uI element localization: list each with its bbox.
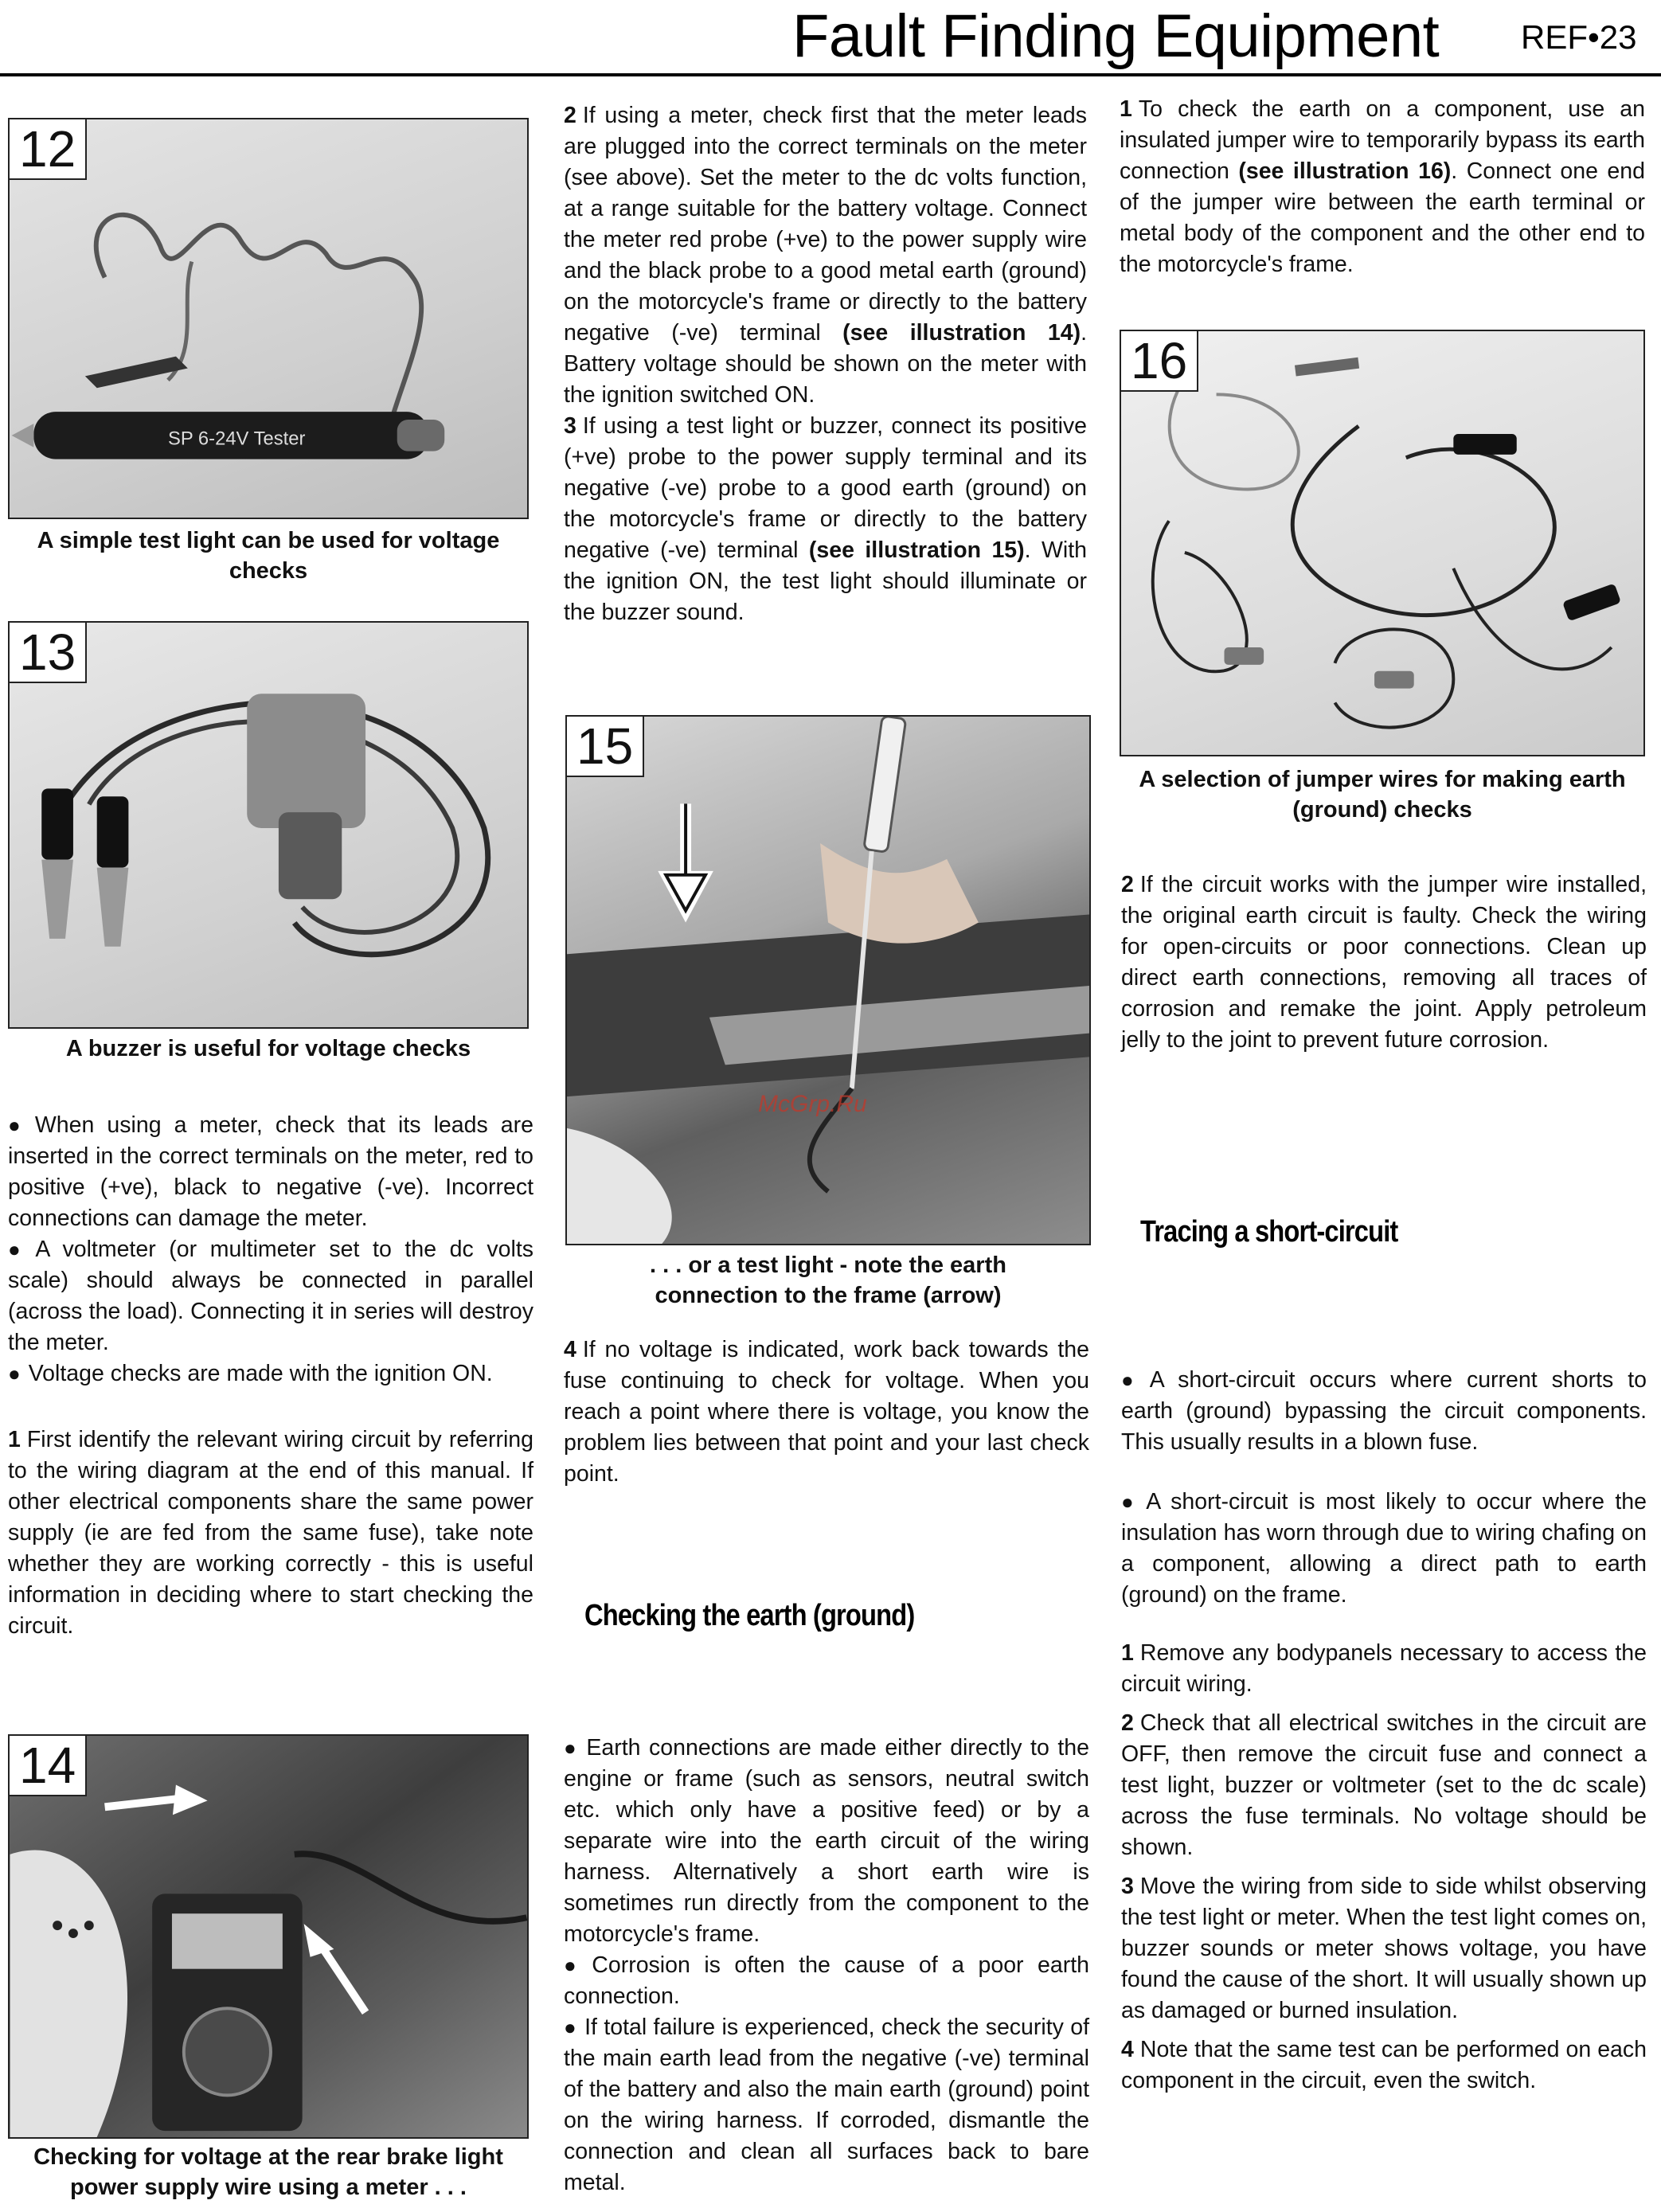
figure-16-photo <box>1120 330 1645 756</box>
illustration-reference: (see illustration 14) <box>842 320 1081 346</box>
step-number: 2 <box>1121 1710 1134 1736</box>
step-text: Move the wiring from side to side whilst observing the test light or meter. When the test light comes on, buzzer sounds or meter shows voltage, you have found the cause of the short. It will usually shown up as damaged or burned insulation. <box>1121 1874 1647 2023</box>
bullet-meter-leads: ● When using a meter, check that its leads are inserted in the correct terminals on the meter, red to positive (+ve), black to negative (-ve). Incorrect connections can damage the meter. <box>8 1110 533 1234</box>
bullet-short-likely: ● A short-circuit is most likely to occur where the insulation has worn through due to wiring chafing on a component, allowing a direct path to earth (ground) on the frame. <box>1121 1487 1647 1611</box>
step-number: 1 <box>1121 1640 1134 1666</box>
step-test-light <box>564 411 1087 628</box>
step-number: 2 <box>564 103 576 128</box>
test-light-frame-illustration <box>567 717 1089 1244</box>
figure-16-number: 16 <box>1121 331 1198 392</box>
step-text: To check the earth on a component, use an insulated jumper wire to temporarily bypass its earth connection <box>1120 96 1645 184</box>
step-text: If the circuit works with the jumper wire installed, the original earth circuit is faulty. Check the wiring for open-circuits or poor connections. Clean up direct earth connections, removing all traces of corrosion and remake the joint. Apply petroleum jelly to the joint to prevent future corrosion. <box>1121 872 1647 1053</box>
column-3-text-bottom <box>1121 1365 1647 2097</box>
step-text: . Battery voltage should be shown on the meter with the ignition switched ON. <box>564 320 1087 408</box>
bullet-earth-connections: ● Earth connections are made either directly to the engine or frame (such as sensors, neutral switch etc. which only have a positive feed) or by a separate wire into the earth circuit of the wiring harness. Alternatively a short earth wire is sometimes run directly from the component to the motorcycle's frame. <box>564 1733 1089 1950</box>
step-number: 1 <box>8 1427 21 1452</box>
bullet-voltmeter-parallel: ● A voltmeter (or multimeter set to the dc volts scale) should always be connected in parallel (across the load). Connecting it in series will destroy the meter. <box>8 1234 533 1358</box>
step-text: If using a meter, check first that the meter leads are plugged into the correct terminals on the meter (see above). Set the meter to the dc volts function, at a range suitable for the battery voltage. Connect the meter red probe (+ve) to the power supply wire and the black probe to a good metal earth (ground) on the motorcycle's frame or directly to the battery negative (-ve) terminal <box>564 103 1087 346</box>
bullet-corrosion: ● Corrosion is often the cause of a poor earth connection. <box>564 1950 1089 2012</box>
figure-15-caption: . . . or a test light - note the earth connection to the frame (arrow) <box>650 1253 1006 1308</box>
column-3-text-top <box>1120 94 1645 280</box>
figure-13-number: 13 <box>10 623 87 683</box>
tester-label: SP 6-24V Tester <box>168 428 306 450</box>
illustration-reference: (see illustration 15) <box>808 537 1025 563</box>
column-1-text <box>8 1110 533 1642</box>
figure-15-photo <box>565 715 1091 1245</box>
section-heading-earth: Checking the earth (ground) <box>584 1599 915 1632</box>
bullet-total-failure: ● If total failure is experienced, check the security of the main earth lead from the negative (-ve) terminal of the battery and also the main earth (ground) point on the wiring harness. If corroded, dismantle the connection and clean all surfaces back to bare metal. <box>564 2012 1089 2198</box>
figure-12-photo <box>8 118 529 519</box>
section-heading-short-circuit: Tracing a short-circuit <box>1140 1215 1398 1249</box>
column-2-text-middle <box>564 1335 1089 1490</box>
step-earth-check <box>1120 94 1645 280</box>
step-number: 3 <box>1121 1874 1134 1899</box>
bullet-short-definition: ● A short-circuit occurs where current shorts to earth (ground) bypassing the circuit components. This usually results in a blown fuse. <box>1121 1365 1647 1458</box>
step-number: 1 <box>1120 96 1132 122</box>
step-move-wiring <box>1121 1871 1647 2026</box>
header-rule <box>0 73 1661 76</box>
step-work-back <box>564 1335 1089 1490</box>
step-text: First identify the relevant wiring circuit by referring to the wiring diagram at the end of this manual. If other electrical components share the same power supply (ie are fed from the same fuse), take note whether they are working correctly - this is useful information in deciding where to start checking the circuit. <box>8 1427 533 1639</box>
step-remove-panels <box>1121 1638 1647 1700</box>
step-text: If using a test light or buzzer, connect its positive (+ve) probe to the power supply terminal and its negative (-ve) probe to a good earth (ground) on the motorcycle's frame or directly to the battery negative (-ve) terminal <box>564 413 1087 563</box>
step-text: . Connect one end of the jumper wire between the earth terminal or metal body of the component and the other end to the motorcycle's frame. <box>1120 158 1645 277</box>
figure-14-caption: Checking for voltage at the rear brake light power supply wire using a meter . . . <box>33 2144 503 2200</box>
step-text: . With the ignition ON, the test light should illuminate or the buzzer sound. <box>564 537 1087 625</box>
step-check-switches <box>1121 1708 1647 1863</box>
step-meter-check <box>564 100 1087 411</box>
column-2-text-bottom <box>564 1733 1089 2198</box>
figure-12-number: 12 <box>10 119 87 180</box>
step-text: If no voltage is indicated, work back towards the fuse continuing to check for voltage. When you reach a point where there is voltage, you know the problem lies between that point and your last check point. <box>564 1337 1089 1487</box>
step-number: 2 <box>1121 872 1134 897</box>
figure-14-photo <box>8 1734 529 2139</box>
step-number: 3 <box>564 413 576 439</box>
figure-13-photo <box>8 621 529 1029</box>
column-3-text-middle <box>1121 870 1647 1056</box>
step-number: 4 <box>1121 2037 1134 2062</box>
step-same-test <box>1121 2034 1647 2097</box>
step-number: 4 <box>564 1337 576 1362</box>
page-reference: REF•23 <box>1521 18 1637 56</box>
test-light-illustration <box>10 119 527 518</box>
illustration-reference: (see illustration 16) <box>1238 158 1452 184</box>
figure-15-number: 15 <box>567 717 644 777</box>
bullet-ignition-on: ● Voltage checks are made with the ignition ON. <box>8 1358 533 1389</box>
buzzer-illustration <box>10 623 527 1027</box>
step-text: Remove any bodypanels necessary to access the circuit wiring. <box>1121 1640 1647 1697</box>
jumper-wires-illustration <box>1121 331 1643 755</box>
step-jumper-works <box>1121 870 1647 1056</box>
figure-14-number: 14 <box>10 1736 87 1796</box>
meter-illustration <box>10 1736 527 2137</box>
figure-16-caption: A selection of jumper wires for making earth (ground) checks <box>1139 767 1626 823</box>
watermark-text: McGrp.Ru <box>758 1091 867 1117</box>
page-title: Fault Finding Equipment <box>792 2 1440 70</box>
step-text: Check that all electrical switches in the circuit are OFF, then remove the circuit fuse and connect a test light, buzzer or voltmeter (set to the dc scale) across the fuse terminals. No voltage should be shown. <box>1121 1710 1647 1860</box>
step-identify-circuit <box>8 1425 533 1642</box>
figure-12-caption: A simple test light can be used for voltage checks <box>37 528 500 584</box>
step-text: Note that the same test can be performed on each component in the circuit, even the switch. <box>1121 2037 1647 2093</box>
figure-13-caption: A buzzer is useful for voltage checks <box>65 1036 471 1061</box>
column-2-text-top <box>564 100 1087 628</box>
